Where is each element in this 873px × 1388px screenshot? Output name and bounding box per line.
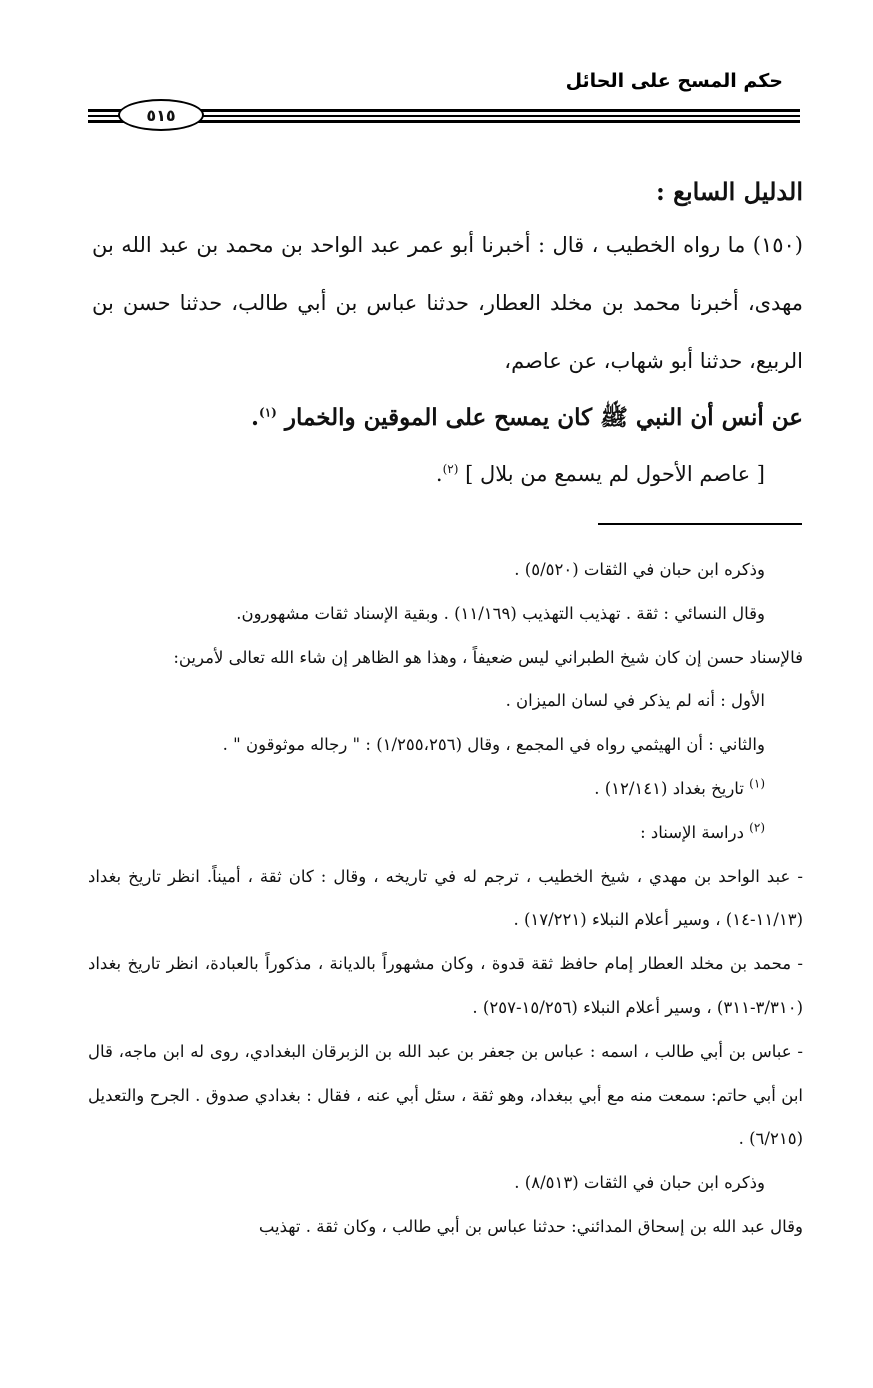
narrator-entry: - عباس بن أبي طالب ، اسمه : عباس بن جعفر بن عبد الله بن الزبرقان البغدادي، روى له ابن ماجه، قال ابن أبي حاتم: سمعت منه مع أبي ببغداد، وهو ثقة ، سئل أبي عنه ، فقال : بغدادي صدوق . الجرح والتعديل (٦/٢١٥) . (88, 1041, 803, 1149)
narrator-entry: - محمد بن مخلد العطار إمام حافظ ثقة قدوة ، وكان مشهوراً بالديانة ، مذكوراً بالعبادة، انظر تاريخ بغداد (٣/٣١٠-٣١١) ، وسير أعلام النبلاء (١٥/٢٥٦-٢٥٧) . (88, 954, 803, 1017)
section-heading: الدليل السابع : (655, 177, 803, 206)
footnote-line: فالإسناد حسن إن كان شيخ الطبراني ليس ضعيفاً ، وهذا هو الظاهر إن شاء الله تعالى لأمرين: (173, 647, 803, 667)
page-number: ٥١٥ (118, 99, 204, 131)
footnote-line: وذكره ابن حبان في الثقات (٨/٥١٣) . (514, 1173, 765, 1193)
isnad-paragraph: (١٥٠) ما رواه الخطيب ، قال : أخبرنا أبو عمر عبد الواحد بن محمد بن عبد الله بن مهدى، أخبرنا محمد بن مخلد العطار، حدثنا عباس بن أبي طالب، حدثنا حسن بن الربيع، حدثنا أبو شهاب، عن عاصم، (92, 233, 803, 373)
footnote-divider (598, 523, 802, 525)
footnote-line: وقال النسائي : ثقة . تهذيب التهذيب (١١/١٦٩) . وبقية الإسناد ثقات مشهورون. (236, 603, 765, 623)
footnote-2: $^{(٢)}$ دراسة الإسناد : (640, 820, 765, 842)
footnote-line: الأول : أنه لم يذكر في لسان الميزان . (505, 691, 765, 711)
footnote-line: وقال عبد الله بن إسحاق المدائني: حدثنا عباس بن أبي طالب ، وكان ثقة . تهذيب (258, 1216, 803, 1236)
narrator-entry: - عبد الواحد بن مهدي ، شيخ الخطيب ، ترجم له في تاريخه ، وقال : كان ثقة ، أميناً. انظر تاريخ بغداد (١١/١٣-١٤) ، وسير أعلام النبلاء (١٧/٢٢١) . (88, 866, 803, 930)
hadith-matn: عن أنس أن النبي ﷺ كان يمسح على الموقين والخمار (284, 404, 803, 431)
footnote-marker-1: (١) (749, 776, 765, 791)
footnote-ref-1[interactable]: (١) (259, 405, 277, 420)
footnote-marker-2: (٢) (749, 820, 765, 835)
footnote-line: والثاني : أن الهيثمي رواه في المجمع ، وقال (١/٢٥٥،٢٥٦) : " رجاله موثوقون " . (222, 735, 765, 755)
footnote-line: وذكره ابن حبان في الثقات (٥/٥٢٠) . (514, 560, 765, 579)
hadith-text: عن أنس أن النبي ﷺ كان يمسح على الموقين والخمار $^{(١)}$. (251, 404, 803, 431)
footnote-ref-2[interactable]: (٢) (442, 462, 459, 476)
running-title: حكم المسح على الحائل (565, 70, 783, 92)
author-note: [ عاصم الأحول لم يسمع من بلال ] $^{(٢)}$. (435, 462, 765, 486)
main-text (92, 168, 803, 502)
footnotes (88, 548, 803, 1249)
footnote-1: $^{(١)}$ تاريخ بغداد (١٢/١٤١) . (594, 776, 765, 798)
